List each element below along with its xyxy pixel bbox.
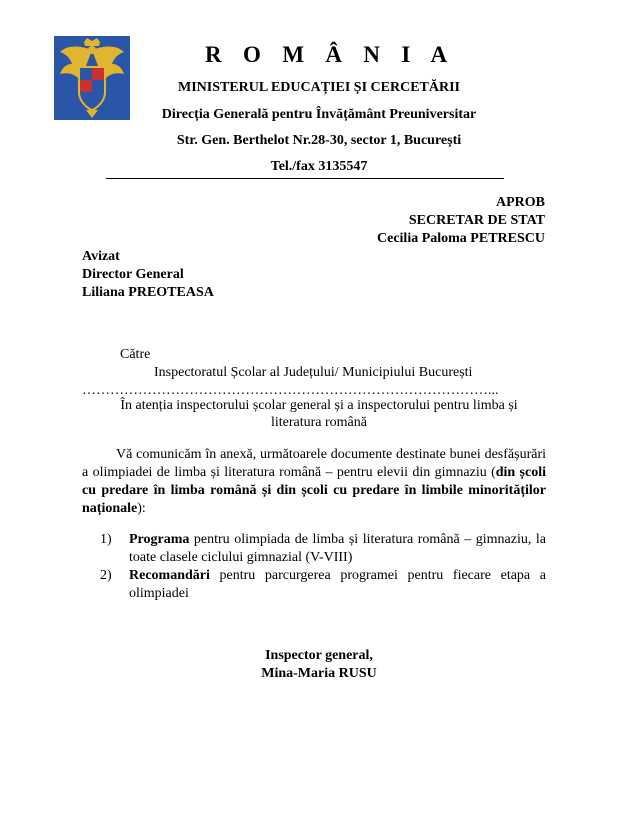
list-item-number: 1): [100, 532, 112, 547]
list-item-number: 2): [100, 568, 112, 583]
list-item: [100, 531, 546, 567]
approval-name: Cecilia Paloma PETRESCU: [377, 231, 545, 246]
recipient-dots: ……………………………………………………………………………...: [82, 383, 499, 398]
endorsement-title: Director General: [82, 267, 184, 282]
address-line: Str. Gen. Berthelot Nr.28-30, sector 1, București: [176, 133, 462, 148]
list-item-bold: Programa: [129, 532, 190, 547]
body-intro: Vă comunicăm în anexă, următoarele documente destinate bunei desfășurări a olimpiadei de limba și literatura română – pentru elevii din gimnaziu (: [82, 447, 546, 480]
approval-label: APROB: [496, 195, 545, 210]
body-intro-end: ):: [137, 501, 146, 516]
body-paragraph: [82, 446, 546, 518]
list-item-bold: Recomandări: [129, 568, 210, 583]
document-list: [100, 531, 546, 603]
directorate-name: Direcția Generală pentru Învățământ Preuniversitar: [161, 107, 477, 122]
phone-line: Tel./fax 3135547: [270, 159, 368, 174]
endorsement-label: Avizat: [82, 249, 120, 264]
signature-name: Mina-Maria RUSU: [261, 666, 377, 681]
country-title: R O M Â N I A: [205, 42, 455, 67]
body-intro-bold: din școli cu predare în limba română și din școli cu predare în limbile minorităților naționale: [82, 465, 547, 516]
list-item-text: pentru parcurgerea programei pentru fiecare etapa a olimpiadei: [129, 568, 546, 601]
header-divider: [106, 178, 504, 179]
recipient-to: Către: [120, 347, 151, 362]
ministry-name: MINISTERUL EDUCAȚIEI ȘI CERCETĂRII: [177, 80, 461, 95]
attention-line-1: În atenția inspectorului școlar general și a inspectorului pentru limba și: [120, 398, 518, 413]
recipient-institution: Inspectoratul Școlar al Județului/ Municipiului București: [154, 365, 473, 380]
attention-line-2: literatura română: [270, 415, 367, 430]
endorsement-name: Liliana PREOTEASA: [82, 285, 214, 300]
list-item-text: pentru olimpiada de limba și literatura română – gimnaziu, la toate clasele ciclului gimnazial (V-VIII): [129, 532, 546, 565]
signature-title: Inspector general,: [265, 648, 373, 663]
approval-title: SECRETAR DE STAT: [408, 213, 545, 228]
list-item: [100, 567, 546, 603]
